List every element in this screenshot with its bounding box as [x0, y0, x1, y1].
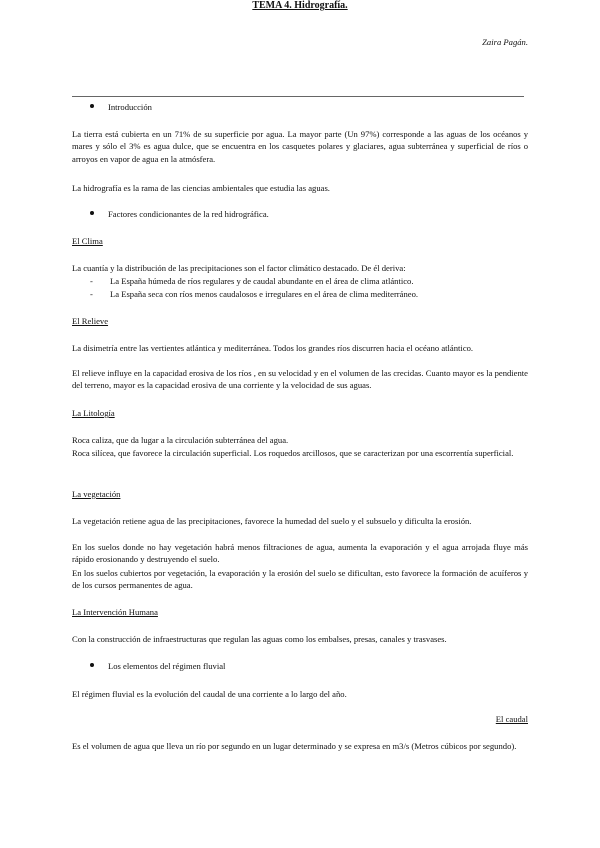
clima-paragraph: La cuantía y la distribución de las precipitaciones son el factor climático destacado. De él deriva:	[72, 263, 406, 273]
bullet-label: Los elementos del régimen fluvial	[108, 661, 226, 671]
vegetacion-paragraph-2: En los suelos donde no hay vegetación habrá menos filtraciones de agua, aumenta la evaporación y el agua arrojada fluye más rápido erosionando y destruyendo el suelo.	[72, 542, 528, 565]
bullet-dot-icon	[90, 211, 94, 215]
heading-caudal: El caudal	[495, 714, 528, 724]
bullet-regimen	[90, 660, 225, 672]
bullet-label: Factores condicionantes de la red hidrográfica.	[108, 209, 269, 219]
clima-list-item: - La España seca con ríos menos caudalosos e irregulares en el área de clima mediterráneo.	[90, 289, 419, 299]
bullet-dot-icon	[90, 104, 94, 108]
intro-paragraph-2: La hidrografía es la rama de las ciencias ambientales que estudia las aguas.	[72, 183, 330, 193]
relieve-paragraph-1: La disimetría entre las vertientes atlántica y mediterránea. Todos los grandes ríos discurren hacia el océano atlántico.	[72, 343, 474, 353]
heading-litologia: La Litología	[72, 408, 115, 418]
author-name: Zaira Pagán.	[482, 37, 528, 47]
title-divider	[72, 96, 524, 97]
litologia-paragraph-2: Roca silícea, que favorece la circulación superficial. Los roquedos arcillosos, que se caracterizan por una escorrentía superficial.	[72, 448, 514, 458]
vegetacion-paragraph-1: La vegetación retiene agua de las precipitaciones, favorece la humedad del suelo y el subsuelo y dificulta la erosión.	[72, 516, 472, 526]
intro-paragraph-1: La tierra está cubierta en un 71% de su superficie por agua. La mayor parte (Un 97%) corresponde a las aguas de los océanos y mares y sólo el 3% es agua dulce, que se encuentra en los casquetes polares y glaciares, agua subterránea y superficial de ríos o arroyos en vapor de agua en la atmósfera.	[72, 129, 528, 164]
clima-list-item: - La España húmeda de ríos regulares y de caudal abundante en el área de clima atlántico.	[90, 276, 414, 286]
bullet-factores	[90, 208, 269, 220]
bullet-introduccion	[90, 101, 152, 113]
intervencion-paragraph: Con la construcción de infraestructuras que regulan las aguas como los embalses, presas, canales y trasvases.	[72, 634, 447, 644]
document-title: TEMA 4. Hidrografía.	[252, 0, 348, 11]
list-item-text: La España húmeda de ríos regulares y de caudal abundante en el área de clima atlántico.	[110, 276, 414, 286]
caudal-paragraph: Es el volumen de agua que lleva un río por segundo en un lugar determinado y se expresa en m3/s (Metros cúbicos por segundo).	[72, 741, 517, 751]
heading-vegetacion: La vegetación	[72, 489, 121, 499]
relieve-paragraph-2: El relieve influye en la capacidad erosiva de los ríos , en su velocidad y en el volumen de las crecidas. Cuanto mayor es la pendiente del terreno, mayor es la capacidad erosiva de una corriente y la velocidad de sus aguas.	[72, 368, 528, 391]
heading-intervencion: La Intervención Humana	[72, 607, 158, 617]
bullet-label: Introducción	[108, 102, 152, 112]
bullet-dot-icon	[90, 663, 94, 667]
heading-relieve: El Relieve	[72, 316, 109, 326]
heading-clima: El Clima	[72, 236, 103, 246]
vegetacion-paragraph-3: En los suelos cubiertos por vegetación, la evaporación y la erosión del suelo se dificultan, esto favorece la formación de acuíferos y de los cursos permanentes de agua.	[72, 568, 528, 591]
litologia-paragraph-1: Roca caliza, que da lugar a la circulación subterránea del agua.	[72, 435, 289, 445]
regimen-paragraph: El régimen fluvial es la evolución del caudal de una corriente a lo largo del año.	[72, 689, 347, 699]
list-item-text: La España seca con ríos menos caudalosos e irregulares en el área de clima mediterráneo.	[110, 289, 419, 299]
